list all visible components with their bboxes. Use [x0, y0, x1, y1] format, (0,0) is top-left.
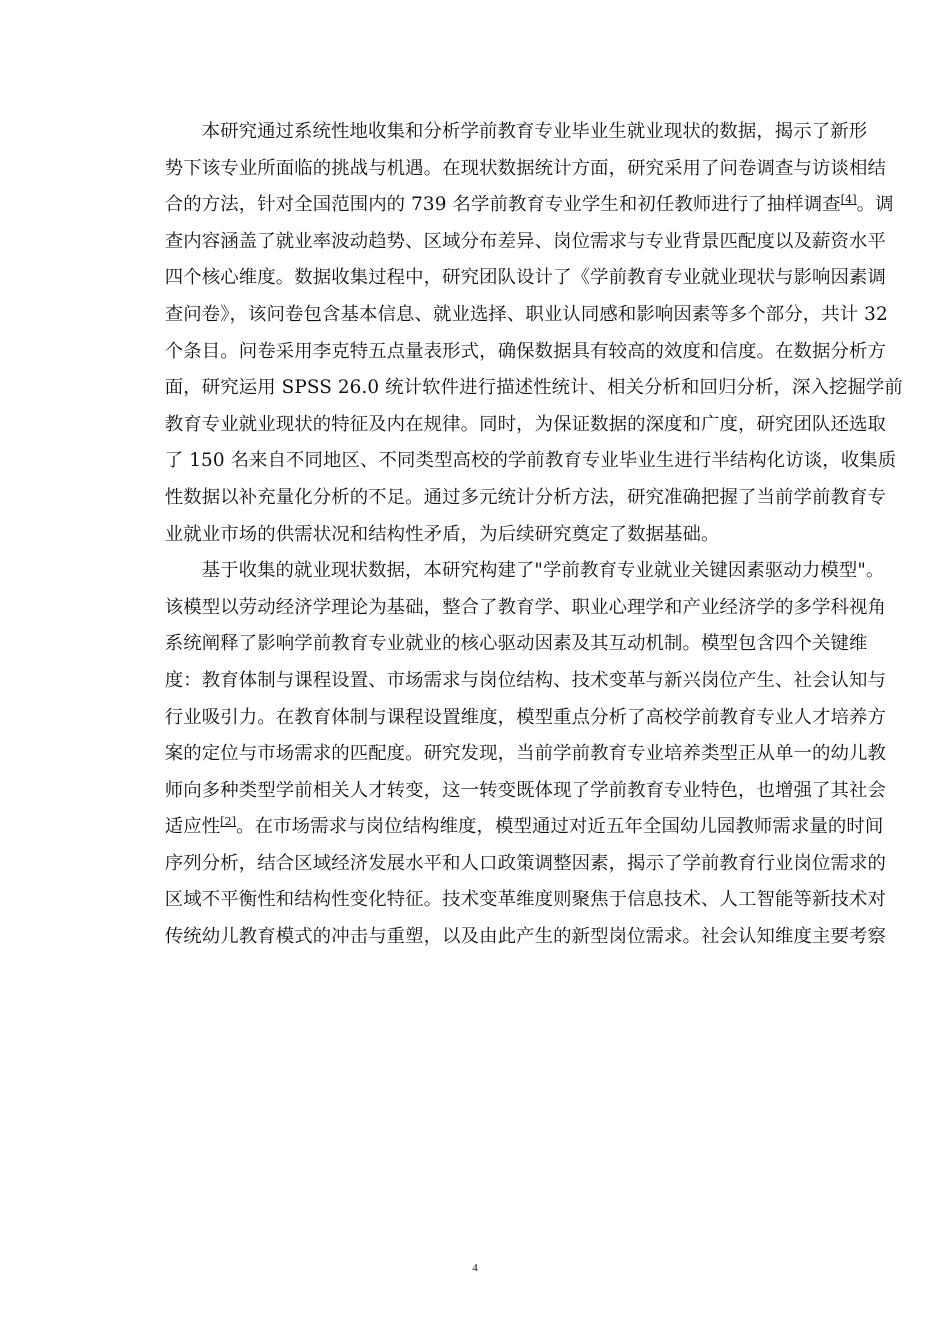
page-number: 4	[472, 1262, 478, 1274]
line-text: 基于收集的就业现状数据，本研究构建了"学前教育专业就业关键因素驱动力模型"。	[201, 560, 885, 582]
line-text: 教育专业就业现状的特征及内在规律。同时，为保证数据的深度和广度，研究团队还选取	[164, 413, 886, 435]
line-text: 合的方法，针对全国范围内的 739 名学前教育专业学生和初任教师进行了抽样调查	[164, 194, 841, 216]
line-text: 师向多种类型学前相关人才转变，这一转变既体现了学前教育专业特色，也增强了其社会	[164, 779, 886, 801]
citation-reference-link[interactable]: [2]	[220, 815, 237, 829]
text-line	[128, 626, 868, 663]
body-text	[128, 114, 903, 956]
line-text-continued: 。调	[856, 194, 894, 216]
line-text: 性数据以补充量化分析的不足。通过多元统计分析方法，研究准确把握了当前学前教育专	[164, 486, 886, 508]
line-text: 势下该专业所面临的挑战与机遇。在现状数据统计方面，研究采用了问卷调查与访谈相结	[164, 157, 886, 179]
paragraph	[128, 114, 903, 553]
line-text: 了 150 名来自不同地区、不同类型高校的学前教育专业毕业生进行半结构化访谈，收集质	[164, 450, 897, 472]
text-line	[128, 151, 886, 188]
text-line	[128, 663, 886, 700]
line-text: 该模型以劳动经济学理论为基础，整合了教育学、职业心理学和产业经济学的多学科视角	[164, 596, 886, 618]
line-text: 查问卷》，该问卷包含基本信息、就业选择、职业认同感和影响因素等多个部分，共计 32	[164, 303, 888, 325]
line-text: 四个核心维度。数据收集过程中，研究团队设计了《学前教育专业就业现状与影响因素调	[164, 267, 886, 289]
line-text: 业就业市场的供需状况和结构性矛盾，为后续研究奠定了数据基础。	[164, 523, 720, 545]
line-text: 本研究通过系统性地收集和分析学前教育专业毕业生就业现状的数据，揭示了新形	[201, 121, 868, 142]
text-line	[128, 919, 886, 956]
text-line	[128, 224, 886, 261]
text-line	[128, 480, 886, 517]
text-line	[128, 809, 884, 846]
line-text: 案的定位与市场需求的匹配度。研究发现，当前学前教育专业培养类型正从单一的幼儿教	[164, 743, 886, 765]
text-line	[128, 590, 886, 627]
line-text: 面，研究运用 SPSS 26.0 统计软件进行描述性统计、相关分析和回归分析，深入挖掘学前	[164, 377, 903, 399]
line-text: 查内容涵盖了就业率波动趋势、区域分布差异、岗位需求与专业背景匹配度以及薪资水平	[164, 230, 886, 252]
text-line	[128, 443, 897, 480]
text-line	[128, 700, 886, 737]
text-line	[128, 187, 894, 224]
text-line	[128, 114, 868, 151]
text-line	[128, 260, 886, 297]
text-line	[128, 773, 886, 810]
text-line	[128, 370, 903, 407]
line-text: 区域不平衡性和结构性变化特征。技术变革维度则聚焦于信息技术、人工智能等新技术对	[164, 889, 886, 911]
line-text: 行业吸引力。在教育体制与课程设置维度，模型重点分析了高校学前教育专业人才培养方	[164, 706, 886, 728]
line-text: 适应性	[164, 816, 221, 838]
text-line	[128, 334, 886, 371]
paragraph	[128, 553, 886, 956]
line-text: 个条目。问卷采用李克特五点量表形式，确保数据具有较高的效度和信度。在数据分析方	[164, 340, 886, 362]
text-line	[128, 882, 886, 919]
text-line	[128, 846, 886, 883]
citation-reference-link[interactable]: [4]	[840, 193, 857, 207]
text-line	[128, 736, 886, 773]
text-line	[128, 553, 885, 590]
text-line	[128, 297, 888, 334]
line-text: 度：教育体制与课程设置、市场需求与岗位结构、技术变革与新兴岗位产生、社会认知与	[164, 669, 886, 691]
line-text: 传统幼儿教育模式的冲击与重塑，以及由此产生的新型岗位需求。社会认知维度主要考察	[164, 926, 886, 948]
text-line	[128, 517, 862, 554]
text-line	[128, 407, 886, 444]
line-text: 系统阐释了影响学前教育专业就业的核心驱动因素及其互动机制。模型包含四个关键维	[164, 633, 868, 655]
line-text: 序列分析，结合区域经济发展水平和人口政策调整因素，揭示了学前教育行业岗位需求的	[164, 852, 886, 874]
line-text-continued: 。在市场需求与岗位结构维度，模型通过对近五年全国幼儿园教师需求量的时间	[236, 816, 884, 838]
